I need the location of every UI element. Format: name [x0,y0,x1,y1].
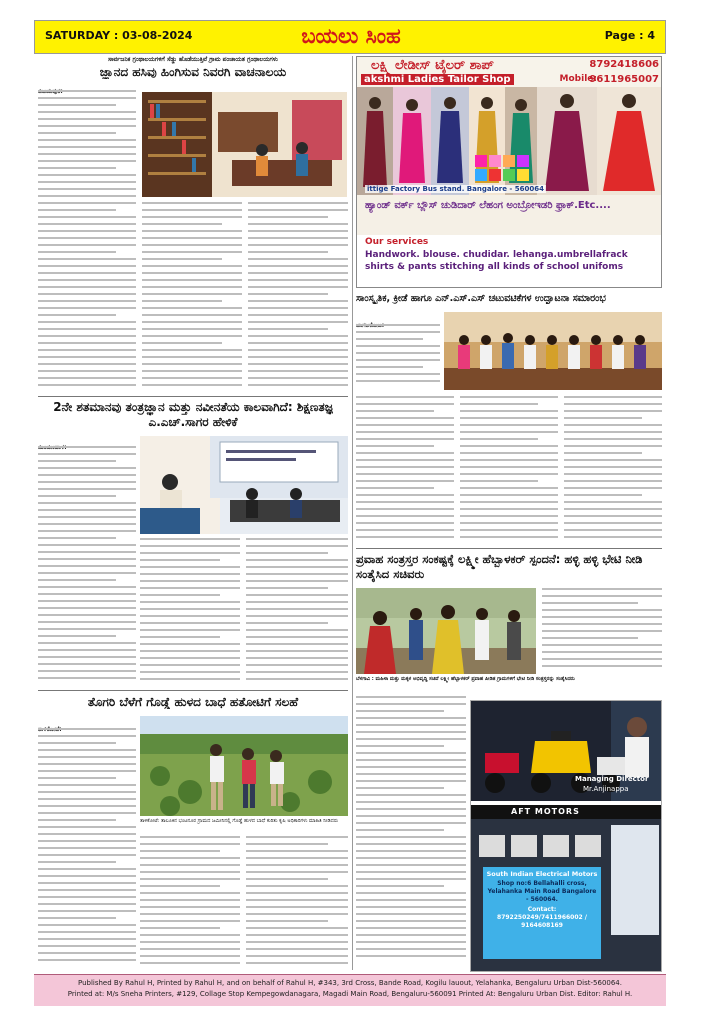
minister-photo [356,588,536,674]
divider [356,548,662,549]
issue-date: SATURDAY : 03-08-2024 [45,29,193,42]
story-body-text [542,588,662,674]
story-body-text [38,728,136,968]
photo-caption: ತಾಳಿಕೋಟೆ: ತಾಲೂಕಿನ ಭಂಟನೂರ ಗ್ರಾಮದ ಜಮೀನಿನಲ್ಲಿ ಗೊಡ್ಡೆ ಹುಳದ ಬಾಧೆ ಕುರಿತು ಕೃಷಿ ಅಧಿಕಾರಿಗಳು ಮಾಹಿತಿ ನೀಡಿದರು [140,818,339,824]
masthead [34,20,666,54]
ad-contact-box [483,867,601,959]
imprint-footer [34,974,666,1006]
ad-header [357,57,662,87]
story-body-text [356,324,440,394]
story-library [38,56,348,79]
ad-scooters-photo [471,701,662,801]
ad-contact-label: Contact: [527,906,557,913]
ad-contact-numbers: 8792250249/7411966002 / 9164608169 [497,914,587,929]
event-photo [140,436,348,534]
story-body-text [140,836,240,968]
story-body-text [38,446,136,686]
story-flood-relief [356,552,662,582]
library-photo [142,92,347,197]
imprint-line-1: Published By Rahul H, Printed by Rahul H, and on behalf of Rahul H, #343, 3rd Cross, Bande Road, Kogilu lauout, Yelahanka, Bengaluru Urban Dist-560064. [77,979,622,987]
ad-shop-sign: AFT MOTORS [511,807,580,816]
ad-electric-motors [470,700,662,972]
ad-services-label: Our services [365,237,429,247]
story-nss-inauguration [356,294,662,304]
story-body-text [142,202,242,392]
newspaper-title: ಬಯಲು ಸಿಂಹ [301,23,401,48]
story-headline: ತೊಗರಿ ಬೆಳೆಗೆ ಗೊಡ್ಡೆ ಹುಳದ ಬಾಧೆ ಹತೋಟಿಗೆ ಸಲಹೆ [87,696,299,709]
ad-tailor-shop [356,56,662,288]
newspaper-page [34,16,666,1006]
story-body-text [38,90,136,390]
photo-caption: ಬೆಳಗಾವಿ : ಮಹಿಳಾ ಮತ್ತು ಮಕ್ಕಳ ಅಭಿವೃದ್ಧಿ ಸಚಿವೆ ಲಕ್ಷ್ಮೀ ಹೆಬ್ಬಾಳಕರ್ ಪ್ರವಾಹ ಪೀಡಿತ ಗ್ರಾಮಗಳಿಗೆ ಭೇಟಿ ನೀಡಿ ಸಂತ್ರಸ್ತರನ್ನು ಸಂತೈಸಿದರು [356,676,575,682]
story-body-text [246,538,348,688]
story-body-text [564,396,662,546]
ad-services-text: Handwork. blouse. chudidar. lehanga.umbrellafrack shirts & pants stitching all kinds of school unifoms [365,250,628,272]
divider [38,690,348,691]
ad-kannada-name: ಲಕ್ಷ್ಮಿ ಲೇಡೀಸ್ ಟೈಲರ್ ಶಾಪ್ [371,58,494,73]
divider [38,396,348,397]
story-kicker: ಸಾರ್ವಜನಿಕ ಗ್ರಂಥಾಲಯಗಳಿಗೆ ಸೆಡ್ಡು ಹೊಡೆಯುತ್ತಿವೆ ಗ್ರಾಮ ಪಂಚಾಯತ ಗ್ರಂಥಾಲಯಗಳು [108,56,278,63]
story-headline: ಸಾಂಸ್ಕೃತಿಕ, ಕ್ರೀಡೆ ಹಾಗೂ ಎನ್.ಎಸ್.ಎಸ್ ಚಟುವಟಿಕೆಗಳ ಉದ್ಘಾಟನಾ ಸಮಾರಂಭ [356,294,606,304]
ad-showroom-photo [471,805,662,972]
ad-model-photos [357,87,662,195]
story-body-text [140,538,240,688]
story-technology [38,400,348,430]
ad-md-name: Mr.Anjinappa [583,785,629,793]
story-body-text [248,202,348,392]
column-rule [352,56,353,970]
ad-kannada-services-block [357,195,662,235]
ad-shop-address: Shop no:6 Bellahalli cross, Yelahanka Main Road Bangalore - 560064. [487,880,597,903]
page-number: Page : 4 [604,29,655,42]
imprint-line-2: Printed at: M/s Sneha Printers, #129, Collage Stop Kempegowdanagara, Magadi Main Road, Bengaluru-560091 Printed At: Bengaluru Urban Dist. Editor: Rahul H. [67,990,633,998]
ad-md-label: Managing Director [575,775,649,783]
story-pigeonpea [38,696,348,709]
ad-business-name: South Indian Electrical Motors [486,870,598,878]
story-body-text [246,836,348,968]
story-body-text [356,396,454,546]
stage-photo [444,312,662,390]
ad-phone-2: 9611965007 [589,74,659,85]
ad-address: ittige Factory Bus stand. Bangalore - 560064 [367,185,544,193]
ad-english-name: akshmi Ladies Tailor Shop [361,74,514,85]
field-photo [140,716,348,816]
ad-kannada-services: ಹ್ಯಾಂಡ್ ವರ್ಕ್ ಬ್ಲೌಸ್ ಚುಡಿದಾರ್ ಲೆಹಂಗ ಅಂಬ್ರೋಇಡರಿ ಫ್ರಾಕ್.Etc.... [365,200,611,211]
ad-phone-1: 8792418606 [589,59,659,70]
story-body-text [460,396,558,546]
story-body-text [356,696,466,968]
ad-english-services-block [357,235,662,288]
story-headline: ಜ್ಞಾನದ ಹಸಿವು ಹಿಂಗಿಸುವ ನಿವರಗಿ ವಾಚನಾಲಯ [99,66,287,79]
story-headline: ಪ್ರವಾಹ ಸಂತ್ರಸ್ತರ ಸಂಕಷ್ಟಕ್ಕೆ ಲಕ್ಷ್ಮೀ ಹೆಬ್ಬಾಳಕರ್ ಸ್ಪಂದನೆ: ಹಳ್ಳಿ ಹಳ್ಳಿ ಭೇಟಿ ನೀಡಿ ಸಂತೈಸಿದ ಸಚಿವರು [356,552,643,581]
story-headline: 2ನೇ ಶತಮಾನವು ತಂತ್ರಜ್ಞಾನ ಮತ್ತು ನವೀನತೆಯ ಕಾಲವಾಗಿದೆ: ಶಿಕ್ಷಣತಜ್ಞ ಎ.ಎಚ್.ಸಾಗರ ಹೇಳಿಕೆ [53,400,333,429]
ad-mobile-label: Mobile: [559,74,597,84]
